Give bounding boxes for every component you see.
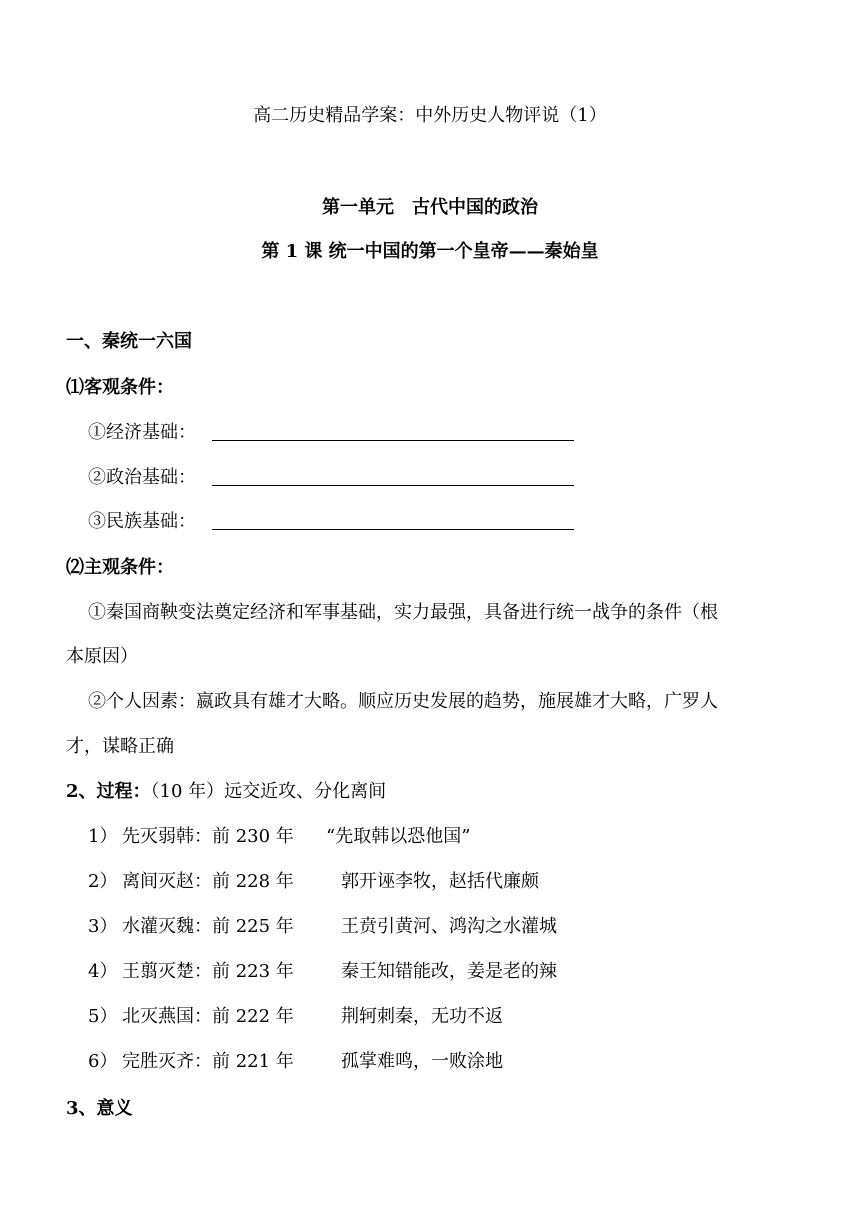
- event-note: 秦王知错能改，姜是老的辣: [341, 961, 557, 982]
- event-note: “先取韩以恐他国”: [326, 826, 471, 847]
- event-action: 离间灭赵：前 228 年: [122, 871, 294, 892]
- event-action: 北灭燕国：前 222 年: [122, 1006, 294, 1027]
- subjective-paragraph-2-line-2: 才，谋略正确: [66, 736, 174, 757]
- event-number: 5）: [88, 1006, 118, 1027]
- event-number: 2）: [88, 871, 118, 892]
- ethnic-basis-label: ③民族基础：: [88, 511, 196, 532]
- event-note: 郭开诬李牧，赵括代廉颇: [341, 871, 539, 892]
- event-number: 1）: [88, 826, 118, 847]
- significance-heading: 3、意义: [66, 1098, 133, 1119]
- lesson-title: 第 1 课 统一中国的第一个皇帝——秦始皇: [261, 241, 599, 262]
- event-action: 水灌灭魏：前 225 年: [122, 916, 294, 937]
- objective-conditions-heading: ⑴客观条件：: [66, 377, 174, 398]
- process-line: [66, 780, 386, 804]
- subjective-paragraph-1-line-1: ①秦国商鞅变法奠定经济和军事基础，实力最强，具备进行统一战争的条件（根: [88, 602, 718, 623]
- event-action: 王翦灭楚：前 223 年: [122, 961, 294, 982]
- political-basis-blank: [212, 485, 574, 486]
- subjective-conditions-heading: ⑵主观条件：: [66, 557, 174, 578]
- event-note: 荆轲刺秦，无功不返: [341, 1006, 503, 1027]
- event-note: 王贲引黄河、鸿沟之水灌城: [341, 916, 557, 937]
- document-title: 高二历史精品学案：中外历史人物评说（1）: [253, 105, 607, 126]
- event-note: 孤掌难鸣，一败涂地: [341, 1051, 503, 1072]
- unit-title: 第一单元 古代中国的政治: [322, 197, 538, 218]
- process-summary: （10 年）远交近攻、分化离间: [150, 781, 387, 802]
- event-number: 4）: [88, 961, 118, 982]
- section-heading-unification: 一、秦统一六国: [66, 331, 192, 352]
- process-heading: 2、过程：: [66, 781, 151, 802]
- subjective-paragraph-1-line-2: 本原因）: [66, 646, 138, 667]
- event-action: 先灭弱韩：前 230 年: [122, 826, 294, 847]
- economic-basis-label: ①经济基础：: [88, 422, 196, 443]
- event-action: 完胜灭齐：前 221 年: [122, 1051, 294, 1072]
- ethnic-basis-blank: [212, 529, 574, 530]
- political-basis-label: ②政治基础：: [88, 467, 196, 488]
- event-number: 3）: [88, 916, 118, 937]
- subjective-paragraph-2-line-1: ②个人因素：嬴政具有雄才大略。顺应历史发展的趋势，施展雄才大略，广罗人: [88, 691, 718, 712]
- economic-basis-blank: [212, 440, 574, 441]
- event-number: 6）: [88, 1051, 118, 1072]
